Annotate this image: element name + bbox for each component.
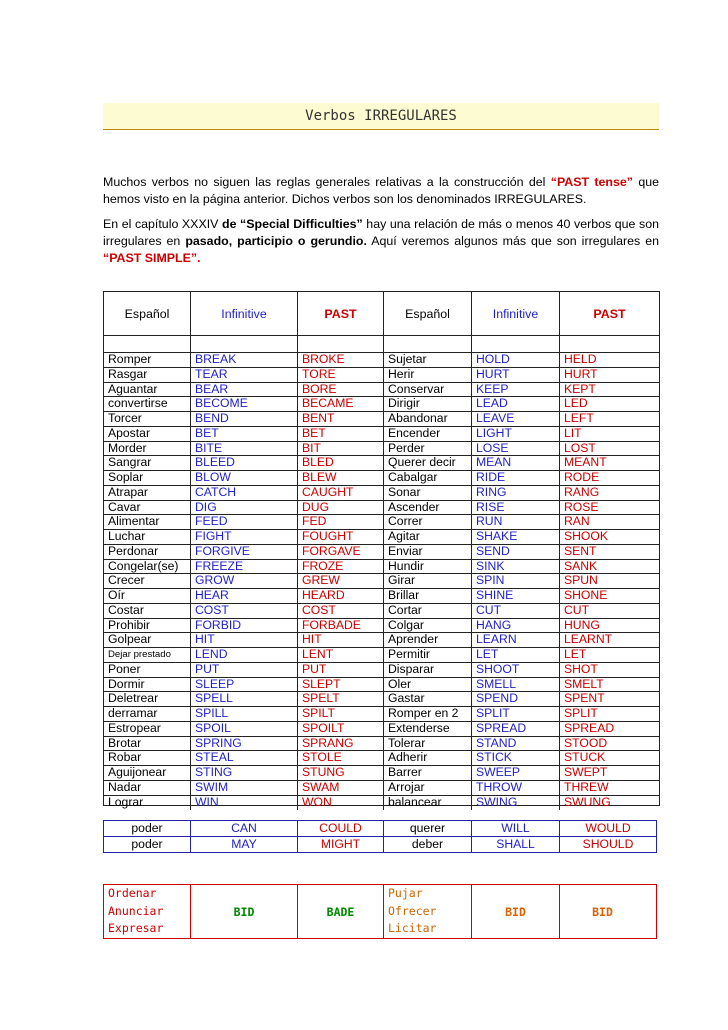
table-cell: Lograr [104,796,191,811]
table-cell: LEND [191,648,298,662]
table-cell: Abandonar [384,412,472,426]
table-row [104,515,659,530]
table-cell: BLOW [191,471,298,485]
table-cell: Hundir [384,560,472,574]
table-row [104,663,659,678]
table-cell: HEARD [298,589,384,603]
table-cell: Cortar [384,604,472,618]
table-cell: BLEW [298,471,384,485]
table-cell: THREW [564,780,609,794]
table-cell: Perder [384,442,472,456]
table-row [104,471,659,486]
table-cell: Golpear [104,633,191,647]
table-cell: TEAR [191,368,298,382]
table-cell: LOSE [472,442,560,456]
table-cell: Congelar(se) [104,560,191,574]
table-cell: Ascender [384,501,472,515]
table-cell: BLED [298,456,384,470]
table-cell: Barrer [384,766,472,780]
table-cell: SHOOK [564,530,609,543]
para1-text-b: que hemos visto en la página anterior. Dichos verbos son los denominados IRREGULARES. [103,175,659,206]
table-cell: CUT [564,603,590,617]
table-cell: Correr [384,515,472,529]
table-row [104,501,659,516]
table-cell: SLEPT [298,678,384,692]
header-infinitive-2: Infinitive [472,292,560,335]
modal-row [104,837,656,853]
table-cell: Oler [384,678,472,692]
table-cell: CAUGHT [298,486,384,500]
table-row [104,781,659,796]
table-cell: HUNG [564,618,600,632]
table-cell: SWEEP [472,766,560,780]
table-row [104,383,659,398]
past-simple-highlight: “PAST SIMPLE”. [103,251,201,265]
intro-paragraph-1 [103,174,659,208]
table-cell: Gastar [384,692,472,706]
table-cell: DUG [298,501,384,515]
table-cell: HOLD [472,353,560,367]
table-cell: THROW [472,781,560,795]
table-cell: LIGHT [472,427,560,441]
table-cell: SPEND [472,692,560,706]
table-row [104,545,659,560]
para2-text-c: Aquí veremos algunos más que son irregulares en [366,234,660,248]
table-row [104,560,659,575]
bid-past-1: BADE [298,885,384,938]
table-cell: BREAK [191,353,298,367]
table-row [104,619,659,634]
para2-text-a: En el capítulo XXXIV [103,217,222,231]
table-cell: LEARNT [564,633,613,647]
table-cell: STAND [472,737,560,751]
table-cell: HURT [472,368,560,382]
para1-text-a: Muchos verbos no siguen las reglas generales relativas a la construcción del [103,175,551,189]
table-cell: MEAN [472,456,560,470]
table-cell: SWEPT [564,766,608,779]
table-cell: STICK [472,751,560,765]
table-cell: STUNG [298,766,384,780]
table-cell: Cabalgar [384,471,472,485]
table-cell: SPIN [472,574,560,588]
table-cell: SPELL [191,692,298,706]
table-cell: FROZE [298,560,384,574]
table-cell: Prohibir [104,619,191,633]
table-cell: Romper [104,353,191,367]
modal-cell: WOULD [585,821,631,835]
table-cell: HIT [298,633,384,647]
table-cell: WIN [191,796,298,811]
table-cell: Conservar [384,383,472,397]
bid-word: Ordenar [108,886,157,900]
table-cell: Arrojar [384,781,472,795]
table-cell: SWUNG [564,795,611,809]
table-row [104,633,659,648]
table-cell: Cavar [104,501,191,515]
table-cell: Poner [104,663,191,677]
table-cell: convertirse [104,397,191,411]
table-cell: SHAKE [472,530,560,544]
table-cell: GREW [298,574,384,588]
table-cell: Apostar [104,427,191,441]
bid-word: Ofrecer [388,903,437,918]
table-cell: Costar [104,604,191,618]
table-cell: FOUGHT [298,530,384,544]
page-title [103,103,659,130]
bid-spanish-list-2 [384,885,472,938]
table-cell: SENT [564,544,597,558]
table-row [104,751,659,766]
table-row [104,397,659,412]
table-cell: LEAD [472,397,560,411]
para2-bold-2: pasado, participio o gerundio. [185,234,367,248]
table-cell: FREEZE [191,560,298,574]
table-body [104,353,659,810]
modal-cell: poder [104,821,191,836]
table-cell: Rasgar [104,368,191,382]
table-row [104,707,659,722]
table-cell: LEAVE [472,412,560,426]
para2-bold-1: de “Special Difficulties” [222,217,363,231]
table-row [104,530,659,545]
table-cell: SANK [564,559,598,573]
page-title-text: Verbos IRREGULARES [305,108,457,124]
modal-cell: WILL [472,821,560,836]
table-cell: Crecer [104,574,191,588]
table-cell: SWIM [191,781,298,795]
table-cell: Colgar [384,619,472,633]
table-cell: Perdonar [104,545,191,559]
table-cell: Dormir [104,678,191,692]
table-cell: LEFT [564,412,594,425]
table-cell: FORGIVE [191,545,298,559]
table-cell: Dirigir [384,397,472,411]
table-row [104,427,659,442]
table-cell: TORE [298,368,384,382]
table-cell: Alimentar [104,515,191,529]
table-row [104,412,659,427]
table-cell: COST [298,604,384,618]
modal-cell: querer [384,821,472,836]
modal-cell: SHALL [472,837,560,853]
table-cell: BET [191,427,298,441]
bid-infinitive-2: BID [472,885,560,938]
table-row [104,678,659,693]
table-cell: RISE [472,501,560,515]
table-cell: Herir [384,368,472,382]
table-cell: DIG [191,501,298,515]
table-cell: SPRING [191,737,298,751]
table-cell: Disparar [384,663,472,677]
table-cell: Romper en 2 [384,707,472,721]
table-cell: Aguijonear [104,766,191,780]
bid-word: Expresar [108,921,164,935]
table-cell: SPOILT [298,722,384,736]
table-cell: Girar [384,574,472,588]
table-cell: BECOME [191,397,298,411]
table-cell: RODE [564,471,600,484]
table-cell: Deletrear [104,692,191,706]
irregular-verbs-table [103,291,660,809]
table-cell: SMELT [564,677,604,691]
bid-spanish-list-1 [104,885,191,938]
modal-cell: COULD [298,821,384,836]
table-cell: PUT [298,663,384,677]
table-row [104,589,659,604]
table-row [104,766,659,781]
table-cell: Dejar prestado [104,648,191,662]
modal-cell: CAN [191,821,298,836]
modal-verbs-table [103,820,657,853]
table-cell: KEEP [472,383,560,397]
table-row [104,796,659,811]
bid-infinitive-1: BID [191,885,298,938]
table-cell: RANG [564,485,600,499]
table-cell: Brotar [104,737,191,751]
table-cell: Brillar [384,589,472,603]
modal-cell: MAY [191,837,298,853]
table-cell: Sangrar [104,456,191,470]
table-cell: GROW [191,574,298,588]
table-cell: FORBID [191,619,298,633]
table-cell: LIT [564,426,582,440]
table-cell: SWING [472,796,560,811]
table-cell: LED [564,397,588,411]
table-cell: BITE [191,442,298,456]
table-cell: SPREAD [472,722,560,736]
modal-cell: SHOULD [582,836,634,851]
table-cell: SPUN [564,574,598,588]
table-cell: derramar [104,707,191,721]
header-past-2: PAST [593,306,626,321]
table-cell: SHOOT [472,663,560,677]
table-cell: BLEED [191,456,298,470]
table-cell: Aguantar [104,383,191,397]
table-cell: Torcer [104,412,191,426]
bid-table [103,884,657,939]
table-cell: LOST [564,441,596,455]
table-cell: Soplar [104,471,191,485]
table-cell: BROKE [298,353,384,367]
table-cell: Permitir [384,648,472,662]
table-row [104,442,659,457]
modal-cell: poder [104,837,191,853]
intro-paragraph-2 [103,216,659,267]
table-cell: SPLIT [472,707,560,721]
bid-word: Pujar [388,886,423,900]
table-cell: HIT [191,633,298,647]
table-row [104,574,659,589]
bid-past-2: BID [592,904,613,919]
table-cell: FEED [191,515,298,529]
table-cell: SHINE [472,589,560,603]
table-spacer-row [104,336,659,353]
table-cell: FORBADE [298,619,384,633]
table-cell: HEAR [191,589,298,603]
table-cell: FORGAVE [298,545,384,559]
table-cell: Nadar [104,781,191,795]
table-row [104,722,659,737]
table-row [104,486,659,501]
table-cell: LENT [298,648,384,662]
table-cell: ROSE [564,500,599,514]
table-row [104,692,659,707]
table-cell: SMELL [472,678,560,692]
table-cell: SPILL [191,707,298,721]
table-cell: BEND [191,412,298,426]
table-cell: BECAME [298,397,384,411]
table-cell: SLEEP [191,678,298,692]
table-cell: CUT [472,604,560,618]
modal-row [104,821,656,837]
table-cell: HANG [472,619,560,633]
table-cell: WON [298,796,384,811]
header-past-1: PAST [298,292,384,335]
modal-cell: deber [384,837,472,853]
table-cell: BET [298,427,384,441]
table-cell: Morder [104,442,191,456]
table-row [104,353,659,368]
table-row [104,368,659,383]
table-cell: Tolerar [384,737,472,751]
table-cell: Aprender [384,633,472,647]
modal-cell: MIGHT [298,837,384,853]
table-cell: Querer decir [384,456,472,470]
table-cell: Robar [104,751,191,765]
table-row [104,648,659,663]
table-cell: LEARN [472,633,560,647]
table-cell: BENT [298,412,384,426]
table-cell: SEND [472,545,560,559]
table-cell: LET [564,648,587,661]
table-cell: MEANT [564,456,607,470]
table-cell: BORE [298,383,384,397]
table-cell: RIDE [472,471,560,485]
bid-word: Anunciar [108,903,164,918]
table-cell: SHONE [564,589,608,602]
table-cell: balancear [384,796,472,811]
table-cell: Agitar [384,530,472,544]
table-cell: SPELT [298,692,384,706]
table-cell: LET [472,648,560,662]
table-cell: Luchar [104,530,191,544]
table-cell: CATCH [191,486,298,500]
table-cell: STUCK [564,751,606,765]
table-cell: HURT [564,367,598,381]
table-cell: PUT [191,663,298,677]
table-row [104,456,659,471]
table-cell: Enviar [384,545,472,559]
table-cell: SPENT [564,692,605,706]
table-row [104,604,659,619]
table-cell: FED [298,515,384,529]
table-cell: Estropear [104,722,191,736]
table-cell: SINK [472,560,560,574]
table-cell: STOLE [298,751,384,765]
header-espanol-2: Español [384,292,472,335]
bid-word: Licitar [388,921,437,935]
table-cell: Atrapar [104,486,191,500]
table-cell: STOOD [564,736,608,750]
table-cell: BIT [298,442,384,456]
table-cell: STEAL [191,751,298,765]
table-cell: SPRANG [298,737,384,751]
table-cell: RING [472,486,560,500]
table-cell: RAN [564,515,590,529]
table-cell: KEPT [564,382,596,396]
table-cell: BEAR [191,383,298,397]
table-cell: SPILT [298,707,384,721]
table-cell: SWAM [298,781,384,795]
table-cell: RUN [472,515,560,529]
table-header [104,292,659,336]
past-tense-highlight: “PAST tense” [550,175,633,189]
table-cell: SHOT [564,662,598,676]
table-cell: Extenderse [384,722,472,736]
table-cell: Oír [104,589,191,603]
table-cell: COST [191,604,298,618]
table-cell: SPLIT [564,707,598,720]
table-cell: FIGHT [191,530,298,544]
table-cell: SPREAD [564,721,615,735]
table-cell: STING [191,766,298,780]
header-infinitive-1: Infinitive [191,292,298,335]
para2-text-b: hay una relación de más o menos 40 verbos que son irregulares en [103,217,659,248]
header-espanol-1: Español [104,292,191,335]
table-cell: HELD [564,353,597,366]
table-cell: Sujetar [384,353,472,367]
table-cell: Encender [384,427,472,441]
table-cell: Sonar [384,486,472,500]
table-row [104,737,659,752]
table-cell: SPOIL [191,722,298,736]
table-cell: Adherir [384,751,472,765]
